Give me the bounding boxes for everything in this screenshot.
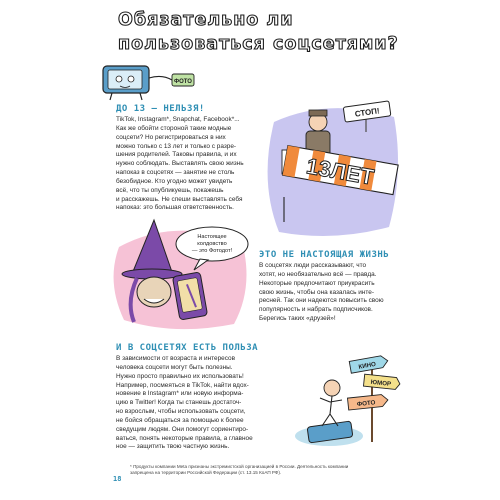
text-line: нужно соблюдать. Выставлять свою жизнь — [116, 160, 244, 168]
section-heading-under-13: ДО 13 — НЕЛЬЗЯ! — [116, 104, 205, 114]
text-line: Как же обойти стороной такие модные — [116, 124, 232, 132]
section-heading-benefits: И В СОЦСЕТЯХ ЕСТЬ ПОЛЬЗА — [116, 343, 259, 353]
sign-text-2: ЮМОР — [370, 378, 392, 388]
text-line: популярность и набрать подписчиков. — [259, 306, 373, 314]
text-line: напоказ: это большая ответственность. — [116, 204, 234, 212]
text-line: ваться, понять некоторые правила, а главное — [116, 434, 253, 442]
phone-mascot-illustration — [100, 62, 200, 102]
phone-arm — [149, 76, 172, 80]
kid-head — [324, 380, 340, 396]
text-line: но взрослым, чтобы использовать соцсети, — [116, 408, 246, 416]
text-line: сведущим людям. Они помогут сориентиро- — [116, 425, 249, 433]
section-text-under-13 — [116, 116, 244, 213]
text-line: цию в Twitter! Когда ты станешь достаточ- — [116, 399, 242, 407]
sign-text-3: ФОТО — [356, 399, 376, 409]
text-line: свою жизнь, чтобы она казалась инте- — [259, 288, 374, 296]
text-line: ресней. Так они надеются повысить свою — [259, 297, 384, 305]
barrier-illustration — [254, 92, 404, 247]
sign-text-1: КИНО — [358, 360, 377, 371]
page-title — [118, 8, 418, 56]
text-line: всё, что ты опубликуешь, покажешь — [116, 186, 224, 194]
text-line: шения родителей. Таковы правила, и их — [116, 151, 237, 159]
page-number: 18 — [113, 475, 122, 483]
barrier-age-text: 13ЛЕТ — [304, 153, 376, 190]
text-line: В соцсетях люди рассказывают, что — [259, 262, 367, 269]
phone-badge-text: ФОТО — [174, 79, 192, 85]
text-line: не бойся обращаться за помощью к более — [116, 416, 244, 424]
text-line: напоказ в соцсетях — занятие не столь — [116, 169, 235, 177]
text-line: Например, посмеяться в TikTok, найти вдох- — [116, 381, 249, 389]
phone-eye-left — [116, 76, 122, 82]
section-heading-not-real-life: ЭТО НЕ НАСТОЯЩАЯ ЖИЗНЬ — [259, 250, 390, 260]
phone-leg-left — [110, 93, 112, 100]
title-line-2: пользоваться соцсетями? — [118, 34, 399, 54]
text-line: можно только с 13 лет и только с разре- — [116, 142, 237, 150]
title-line-1: Обязательно ли — [118, 10, 294, 30]
stop-sign-text: СТОП! — [354, 106, 381, 119]
text-line: Некоторые предпочитают приукрасить — [259, 279, 375, 287]
section-text-not-real-life — [259, 262, 384, 324]
text-line: и расскажешь. Не спеши выставлять себя — [116, 195, 243, 203]
speech-bubble-line-2: колдовство — [197, 241, 227, 247]
text-line: человека соцсети могут быть полезны. — [116, 363, 233, 371]
guard-cap — [309, 110, 327, 116]
phone-leg-right — [140, 93, 142, 100]
footnote-line: * Продукты компании Meta признаны экстремистской организацией в России. Деятельность компании — [130, 464, 349, 469]
speech-bubble-line-3: — это Фотодот! — [191, 248, 233, 254]
text-line: Нужно просто правильно их использовать! — [116, 372, 244, 380]
text-line: хотят, но необязательно всё — правда. — [259, 270, 377, 278]
text-line: ное — защитить твою частную жизнь. — [116, 443, 230, 451]
signpost-illustration — [284, 350, 402, 462]
text-line: новение в Instagram* или новую информа- — [116, 390, 244, 398]
footnote-line: запрещена на территории Российской Федерации (ст. 13.15 КоАП РФ). — [130, 470, 282, 475]
phone-eye-right — [128, 76, 134, 82]
phone-screen-shape — [108, 70, 142, 89]
text-line: Берегись таких «друзей»! — [259, 315, 336, 323]
footnote — [130, 464, 348, 476]
kid-body — [320, 396, 342, 426]
text-line: безобидное. Кто угодно может увидеть — [116, 177, 233, 185]
text-line: В зависимости от возраста и интересов — [116, 355, 236, 362]
text-line: TikTok, Instagram*, Snapchat, Facebook*... — [116, 116, 240, 123]
section-text-benefits — [116, 355, 253, 452]
text-line: соцсети? Но регистрироваться в них — [116, 133, 226, 141]
speech-bubble-line-1: Настоящее — [197, 234, 227, 240]
witch-illustration — [104, 212, 254, 337]
